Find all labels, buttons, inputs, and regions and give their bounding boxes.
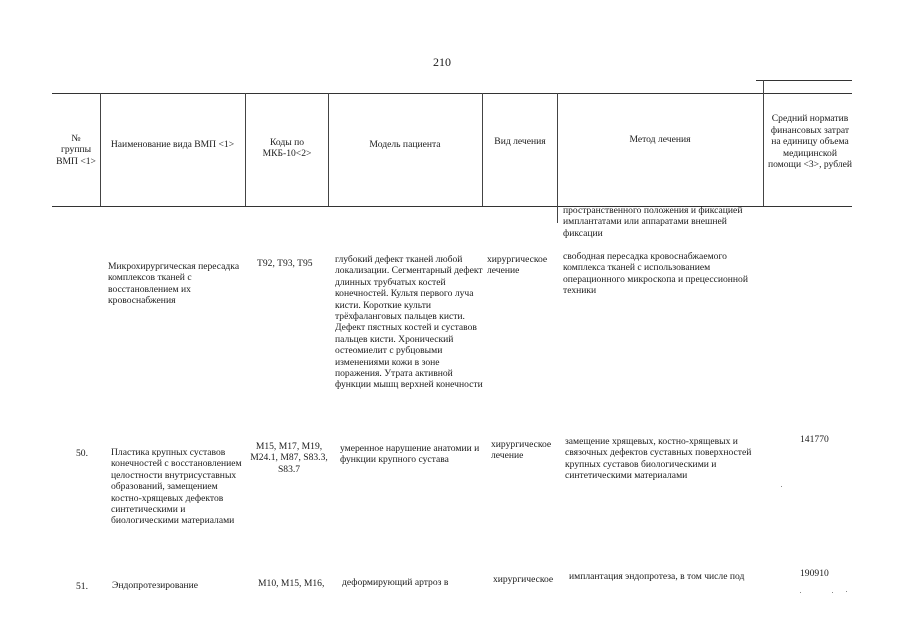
row3-name: Эндопротезирование: [112, 580, 199, 591]
col-divider-1: [100, 93, 101, 206]
header-col-name: [104, 125, 241, 165]
row1-type: хирургическое лечение: [487, 254, 548, 277]
header-col-model: [332, 135, 478, 155]
row1-method: свободная пересадка кровоснабжаемого комплекса тканей с использованием операционного микроскопа и прецессионной техники: [563, 251, 748, 297]
header-col-model-text: Модель пациента: [369, 139, 441, 151]
col-divider-5: [557, 93, 558, 223]
header-col-name-text: Наименование вида ВМП <1>: [110, 139, 235, 151]
header-col-codes: [250, 128, 324, 168]
row3-model: деформирующий артроз в: [342, 577, 449, 588]
row3-type: хирургическое: [493, 574, 554, 585]
header-top-rule: [52, 93, 852, 94]
row2-model: умеренное нарушение анатомии и функции крупного сустава: [340, 443, 480, 466]
row2-codes: M15, M17, M19, M24.1, M87, S83.3, S83.7: [250, 441, 328, 475]
scan-artifact: [846, 591, 847, 592]
row2-method: замещение хрящевых, костно-хрящевых и связочных дефектов суставных поверхностей крупных суставов биологическими и синтетическими материалами: [565, 436, 752, 482]
page-number: 210: [433, 55, 451, 69]
header-col-number: [56, 120, 96, 180]
header-col-number-text: № группы ВМП <1>: [56, 132, 96, 167]
header-col-type: [486, 132, 554, 152]
scan-artifact: [781, 486, 782, 487]
header-col-codes-text: Коды по МКБ-10<2>: [262, 136, 312, 159]
col-divider-2: [245, 93, 246, 206]
col-divider-4: [482, 93, 483, 206]
row2-type: хирургическое лечение: [491, 439, 552, 462]
header-col-method: [561, 130, 759, 150]
row2-cost: 141770: [800, 434, 829, 445]
continuation-method: пространственного положения и фиксацией имплантатами или аппаратами внешней фиксации: [563, 205, 743, 239]
col-divider-3: [328, 93, 329, 206]
header-right-top-rule: [756, 80, 852, 81]
row1-name: Микрохирургическая пересадка комплексов тканей с восстановлением их кровоснабжения: [108, 261, 240, 307]
col-divider-6: [763, 80, 764, 206]
row3-codes: M10, M15, M16,: [258, 578, 325, 589]
header-col-cost: [767, 86, 853, 198]
row1-model: глубокий дефект тканей любой локализации. Сегментарный дефект длинных трубчатых костей конечностей. Культя первого луча кисти. Короткие культи трёхфаланговых пальцев кисти. Дефект пястных костей и суставов пальцев кисти. Хронический остеомиелит с рубцовыми изменениями кожи в зоне поражения. Утрата активной функции мышц верхней конечности: [335, 254, 483, 391]
row2-number: 50.: [76, 448, 88, 459]
row1-codes: T92, T93, T95: [257, 258, 313, 269]
header-col-method-text: Метод лечения: [629, 134, 691, 146]
row3-number: 51.: [76, 581, 88, 592]
scan-artifact: [800, 592, 801, 593]
row3-cost: 190910: [800, 568, 829, 579]
row3-method: имплантация эндопротеза, в том числе под: [569, 571, 745, 582]
header-col-cost-text: Средний норматив финансовых затрат на единицу объема медицинской помощи <3>, рублей: [767, 113, 853, 171]
row2-name: Пластика крупных суставов конечностей с восстановлением целостности внутрисуставных образований, замещением костно-хрящевых дефектов синтетическими и биологическими материалами: [111, 447, 242, 527]
scan-artifact: [832, 592, 833, 593]
header-col-type-text: Вид лечения: [494, 136, 546, 148]
